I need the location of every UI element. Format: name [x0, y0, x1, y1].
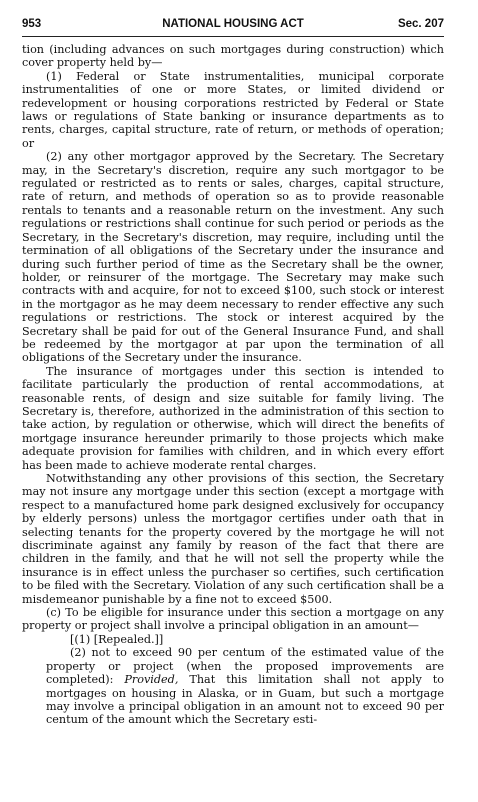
paragraph-clause-2: (2) any other mortgagor approved by the Secretary. The Secretary may, in the Secretary's discretion, require any such mortgagor to be regulated or restricted as to rents or sales, charges, capital structure, rate of return, and methods of operation so as to provide reasonable rentals to tenants and a reasonable return on the investment. Any such regulations or restrictions shall continue for such period or periods as the Secretary, in the Secretary's discretion, may require, including until the termination of all obligations of the Secretary under the insurance and during such further period of time as the Secretary shall be the owner, holder, or reinsurer of the mortgage. The Secretary may make such contracts with and acquire, for not to exceed $100, such stock or interest in the mortgagor as he may deem necessary to render effective any such regulations or restrictions. The stock or interest acquired by the Secretary shall be paid for out of the General Insurance Fund, and shall be redeemed by the mortgagor at par upon the termination of all obligations of the Secretary under the insurance. — [22, 150, 444, 365]
paragraph-c-2 — [22, 646, 444, 726]
paragraph-repealed: [(1) [Repealed.]] — [70, 632, 164, 646]
page-number: 953 — [22, 18, 42, 30]
paragraph-notwithstanding: Notwithstanding any other provisions of this section, the Secretary may not insure any mortgage under this section (except a mortgage with respect to a manufactured home park designed exclusively for occupancy by elderly persons) unless the mortgagor certifies under oath that in selecting tenants for the property covered by the mortgage he will not discriminate against any family by reason of the fact that there are children in the family, and that he will not sell the property while the insurance is in effect unless the purchaser so certifies, such certification to be filed with the Secretary. Violation of any such certification shall be a misdemeanor punishable by a fine not to exceed $500. — [22, 472, 444, 606]
c2-text-after: That this limitation shall not apply to mortgages on housing in Alaska, or in Guam, but such a mortgage may involve a principal obligation in an amount not to exceed 90 per centum of the amount which the Secretary esti- — [46, 673, 444, 727]
c2-proviso: Provided, — [124, 673, 179, 687]
header-rule — [22, 36, 444, 37]
paragraph-clause-1: (1) Federal or State instrumentalities, municipal corporate instrumentalities of one or more States, or limited dividend or redevelopment or housing corporations restricted by Federal or State laws or regulations of State banking or insurance departments as to rents, charges, capital structure, rate of return, or methods of operation; or — [22, 69, 444, 150]
paragraph-insurance-intent: The insurance of mortgages under this section is intended to facilitate particularly the production of rental accommodations, at reasonable rents, of design and size suitable for family living. The Secretary is, therefore, authorized in the administration of this section to take action, by regulation or otherwise, which will direct the benefits of mortgage insurance hereunder primarily to those projects which make adequate provision for families with children, and in which every effort has been made to achieve moderate rental charges. — [22, 364, 444, 472]
body-text — [22, 43, 444, 727]
section-number: Sec. 207 — [397, 18, 444, 30]
paragraph-subsection-c: (c) To be eligible for insurance under this section a mortgage on any property or project shall involve a principal obligation in an amount— — [22, 606, 444, 633]
running-header — [22, 18, 444, 36]
running-title: NATIONAL HOUSING ACT — [162, 18, 304, 30]
paragraph-continuation: tion (including advances on such mortgages during construction) which cover property held by— — [22, 43, 444, 70]
c2-text-before: (2) not to exceed 90 per centum of the estimated value of the property or project (when the proposed improvements are completed): — [46, 646, 444, 687]
